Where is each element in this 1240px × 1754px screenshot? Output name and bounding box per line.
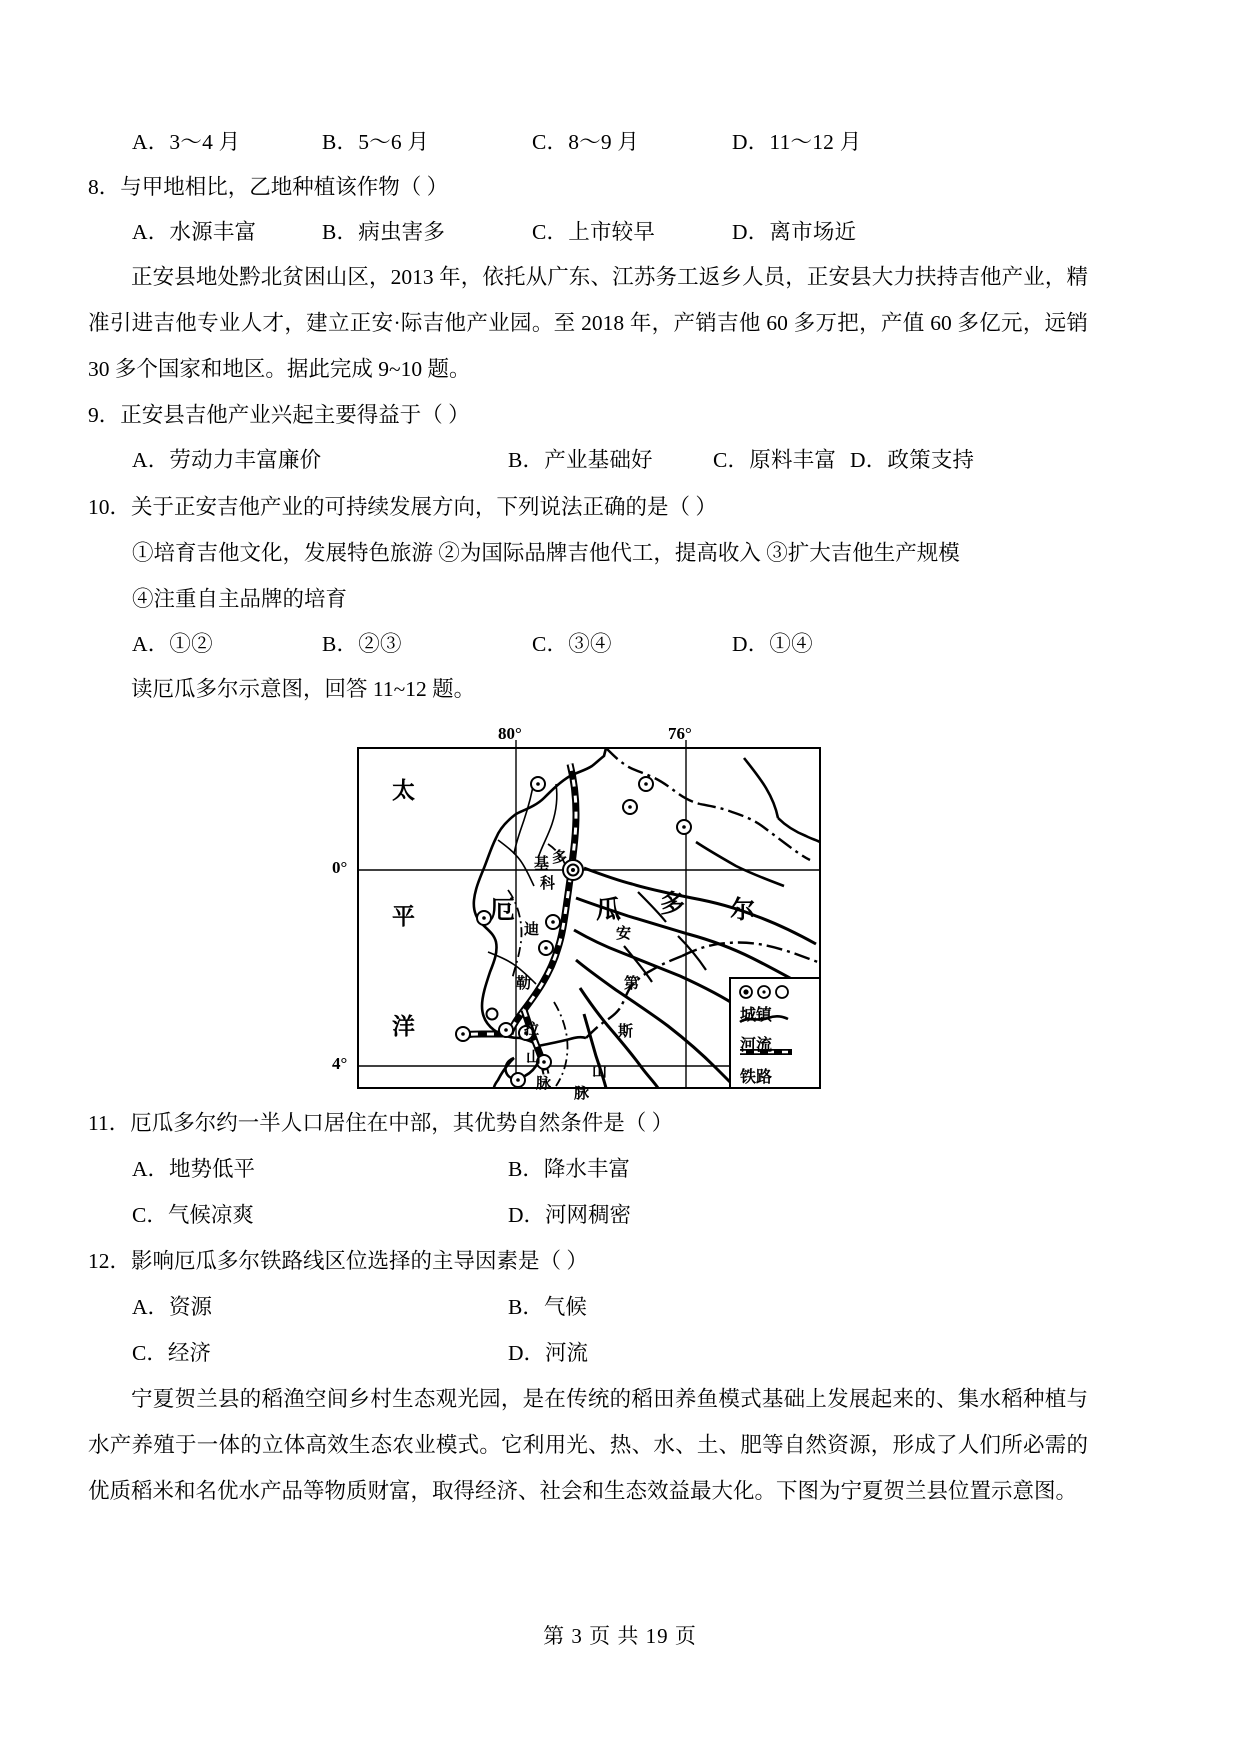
q8-option-c-text: ．上市较早 bbox=[546, 220, 656, 244]
q8-option-d bbox=[732, 210, 856, 254]
q8-option-a bbox=[132, 210, 322, 254]
q10-option-c-label: C bbox=[532, 632, 547, 656]
passage-guitar: 正安县地处黔北贫困山区，2013 年，依托从广东、江苏务工返乡人员，正安县大力扶持吉他产业，精准引进吉他专业人才，建立正安·际吉他产业园。至 2018 年，产销吉他 60 多万把，产值 60 多亿元，远销 30 多个国家和地区。据此完成 9~10 题。 bbox=[88, 265, 1088, 381]
map-lat-label-0: 0° bbox=[332, 858, 348, 877]
map-ocean-label-1: 太 bbox=[392, 778, 415, 803]
legend-label-towns: 城镇 bbox=[740, 1007, 773, 1024]
q10-option-b-text: ．②③ bbox=[336, 632, 402, 656]
map-country-label-2: 瓜 bbox=[596, 897, 622, 924]
map-country-label-3: 多 bbox=[660, 891, 686, 918]
q12-options-row-1 bbox=[88, 1284, 1088, 1330]
q8-stem: 8．与甲地相比，乙地种植该作物（ ） bbox=[88, 175, 449, 199]
map-place-label-12: 脉 bbox=[574, 1086, 590, 1102]
q11-option-b: B．降水丰富 bbox=[508, 1157, 630, 1181]
map-place-label-4: 勒 bbox=[516, 976, 532, 992]
ecuador-map bbox=[332, 722, 828, 1102]
q7-option-d bbox=[732, 120, 861, 164]
q7-option-b-label: B bbox=[322, 130, 337, 154]
q11-option-a: A．地势低平 bbox=[132, 1157, 256, 1181]
q10-option-d-label: D bbox=[732, 632, 748, 656]
q9-options-row bbox=[88, 438, 1088, 484]
map-place-label-6: 山 bbox=[526, 1050, 542, 1066]
map-lon-label-76: 76° bbox=[668, 724, 692, 743]
q12-stem: 12．影响厄瓜多尔铁路线区位选择的主导因素是（ ） bbox=[88, 1249, 588, 1273]
q7-option-a-label: A bbox=[132, 130, 148, 154]
q10-option-a-text: ．①② bbox=[147, 632, 213, 656]
q9-option-d: D．政策支持 bbox=[850, 448, 975, 472]
q10-option-d-text: ．①④ bbox=[747, 632, 813, 656]
map-lat-label-4: 4° bbox=[332, 1054, 348, 1073]
map-place-label-2: 科 bbox=[540, 876, 556, 892]
q7-option-c bbox=[532, 120, 732, 164]
map-country-label-1: 厄 bbox=[490, 897, 516, 924]
q11-stem: 11．厄瓜多尔约一半人口居住在中部，其优势自然条件是（ ） bbox=[88, 1111, 674, 1135]
q9-stem: 9．正安县吉他产业兴起主要得益于（ ） bbox=[88, 403, 470, 427]
q8-option-c-label: C bbox=[532, 220, 547, 244]
map-lon-label-80: 80° bbox=[498, 724, 522, 743]
q10-items-line2: ④注重自主品牌的培育 bbox=[132, 587, 348, 611]
q7-option-c-text: ．8～9 月 bbox=[546, 130, 640, 154]
q8-option-d-label: D bbox=[732, 220, 748, 244]
q10-option-b bbox=[322, 622, 532, 666]
q10-option-d bbox=[732, 622, 813, 666]
q11-option-d: D．河网稠密 bbox=[508, 1203, 632, 1227]
q9-option-c: C．原料丰富 bbox=[713, 448, 837, 472]
q8-option-b-text: ．病虫害多 bbox=[336, 220, 446, 244]
map-intro: 读厄瓜多尔示意图，回答 11~12 题。 bbox=[131, 677, 476, 701]
map-ocean-label-3: 洋 bbox=[392, 1014, 415, 1039]
map-place-label-10: 斯 bbox=[618, 1024, 634, 1040]
q12-option-c: C．经济 bbox=[132, 1341, 211, 1365]
q12-options-row-2 bbox=[88, 1330, 1088, 1376]
q12-option-a: A．资源 bbox=[132, 1295, 213, 1319]
q10-option-c bbox=[532, 622, 732, 666]
ecuador-map-figure bbox=[88, 722, 1088, 1102]
q11-options-row-2 bbox=[88, 1192, 1088, 1238]
q10-option-c-text: ．③④ bbox=[546, 632, 612, 656]
map-place-label-9: 第 bbox=[624, 976, 640, 992]
q10-option-a-label: A bbox=[132, 632, 148, 656]
q8-option-d-text: ．离市场近 bbox=[747, 220, 857, 244]
q7-option-d-text: ．11～12 月 bbox=[747, 130, 862, 154]
q7-option-a bbox=[132, 120, 322, 164]
q7-option-b bbox=[322, 120, 532, 164]
map-place-label-11: 山 bbox=[592, 1064, 608, 1080]
q7-option-c-label: C bbox=[532, 130, 547, 154]
map-country-label-4: 尔 bbox=[730, 897, 756, 924]
q10-items-line1: ①培育吉他文化，发展特色旅游 ②为国际品牌吉他代工，提高收入 ③扩大吉他生产规模 bbox=[132, 541, 960, 565]
q12-option-d: D．河流 bbox=[508, 1341, 589, 1365]
page-content bbox=[88, 120, 1088, 1514]
q7-option-b-text: ．5～6 月 bbox=[336, 130, 430, 154]
q11-option-c: C．气候凉爽 bbox=[132, 1203, 254, 1227]
q8-options-row bbox=[88, 210, 1088, 254]
q7-options-row bbox=[88, 120, 1088, 164]
q8-option-b-label: B bbox=[322, 220, 337, 244]
map-place-label-1: 多 bbox=[552, 850, 568, 866]
map-place-label-0: 基 bbox=[534, 856, 550, 872]
map-ocean-label-2: 平 bbox=[392, 904, 415, 929]
legend-label-railway: 铁路 bbox=[740, 1069, 773, 1086]
q10-option-b-label: B bbox=[322, 632, 337, 656]
q8-option-a-label: A bbox=[132, 220, 148, 244]
map-place-label-7: 脉 bbox=[536, 1076, 552, 1092]
q7-option-a-text: ．3～4 月 bbox=[147, 130, 241, 154]
page-footer: 第 3 页 共 19 页 bbox=[543, 1624, 697, 1648]
q12-option-b: B．气候 bbox=[508, 1295, 587, 1319]
q10-options-row bbox=[88, 622, 1088, 666]
q8-option-c bbox=[532, 210, 732, 254]
q8-option-b bbox=[322, 210, 532, 254]
map-place-label-3: 迪 bbox=[524, 922, 540, 938]
q7-option-d-label: D bbox=[732, 130, 748, 154]
legend-label-rivers: 河流 bbox=[740, 1037, 773, 1054]
map-place-label-8: 安 bbox=[616, 926, 632, 942]
q8-option-a-text: ．水源丰富 bbox=[147, 220, 257, 244]
q9-option-b: B．产业基础好 bbox=[508, 448, 653, 472]
q9-option-a: A．劳动力丰富廉价 bbox=[132, 448, 322, 472]
q10-option-a bbox=[132, 622, 322, 666]
passage-ningxia: 宁夏贺兰县的稻渔空间乡村生态观光园，是在传统的稻田养鱼模式基础上发展起来的、集水稻种植与水产养殖于一体的立体高效生态农业模式。它利用光、热、水、土、肥等自然资源，形成了人们所必需的优质稻米和名优水产品等物质财富，取得经济、社会和生态效益最大化。下图为宁夏贺兰县位置示意图。 bbox=[88, 1387, 1088, 1503]
q10-stem: 10．关于正安吉他产业的可持续发展方向，下列说法正确的是（ ） bbox=[88, 495, 717, 519]
map-place-label-5: 拉 bbox=[524, 1022, 540, 1038]
q11-options-row-1 bbox=[88, 1146, 1088, 1192]
